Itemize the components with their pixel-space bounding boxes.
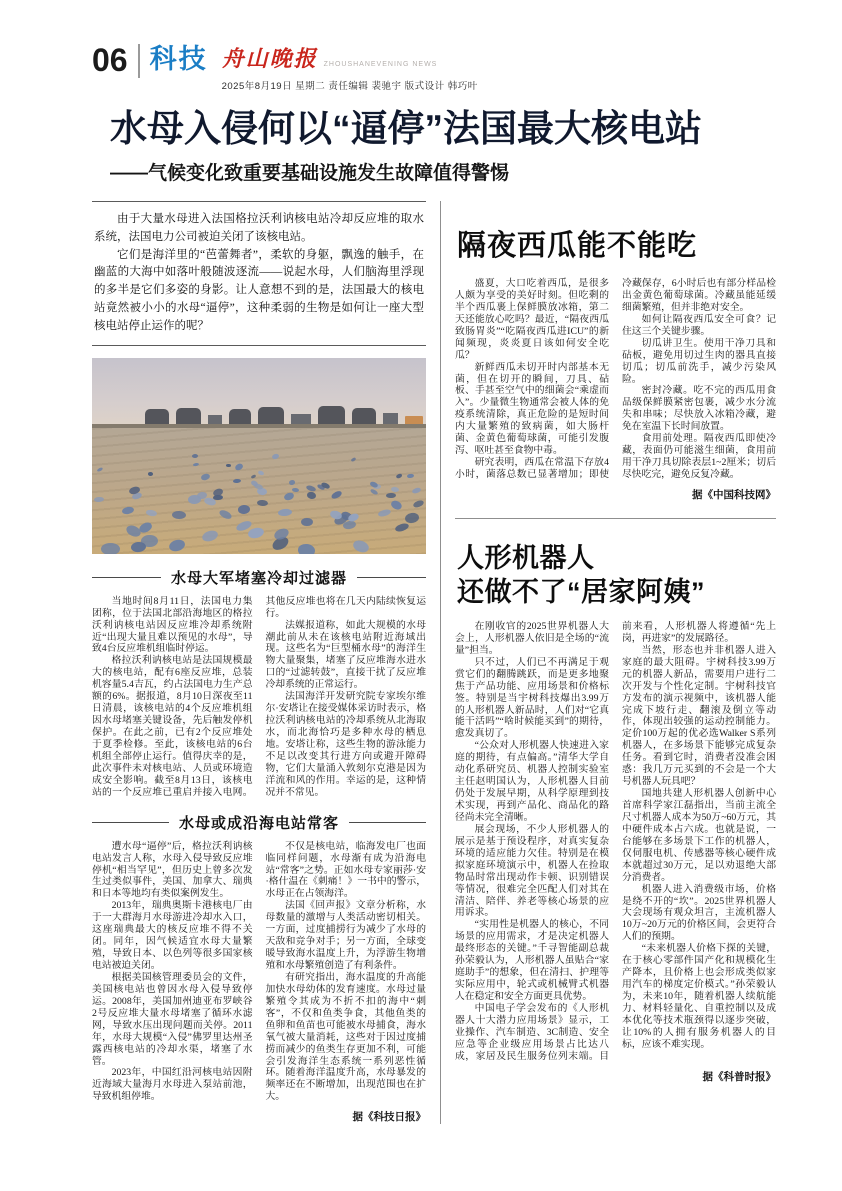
- right-column: [440, 201, 776, 1124]
- jellyfish-blob: [297, 543, 316, 553]
- jellyfish-blob: [138, 520, 154, 534]
- lead-intro: [92, 201, 426, 346]
- jellyfish-blob: [200, 473, 210, 482]
- paragraph: 法国海洋开发研究院专家埃尔维尔·安塔让在接受媒体采访时表示，格拉沃利讷核电站的冷却系统从北海取水，而北海恰巧是多种水母的栖息地。安塔让称，这些生物的游泳能力不足以改变其行进方向或避开障碍物，它们大量涌入敦刻尔克港是因为洋流和风的作用。幸运的是，这种情况并不常见。: [265, 691, 426, 798]
- jellyfish-blob: [330, 490, 342, 500]
- jellyfish-blob: [193, 462, 200, 467]
- paragraph: 有研究指出，海水温度的升高能加快水母幼体的发育速度。水母过量繁殖令其成为不折不扣的海中“刺客”，不仅和鱼类争食，其他鱼类的鱼卵和鱼苗也可能被水母捕食，海水氧气被大量消耗，这些对于因过度捕捞而减少的鱼类生存更加不利，可能会引发海洋生态系统一系列恶性循环。随着海洋温度升高，水母暴发的频率还在不断增加，出现范围也在扩大。: [265, 971, 426, 1103]
- paragraph: 法媒报道称，如此大规模的水母潮此前从未在该核电站附近海域出现。这些名为“巨型桶水母”的海洋生物大量聚集，堵塞了反应堆海水进水口的“过滤转鼓”，直接干扰了反应堆冷却系统的正常运行。: [265, 619, 426, 691]
- paragraph: 机器人进入消费级市场，价格是绕不开的“坎”。2025世界机器人大会现场有观众坦言，主流机器人10万~20万元的价格区间，会更符合人们的预期。: [622, 883, 776, 943]
- jellyfish-blob: [412, 486, 422, 494]
- paragraph: 由于大量水母进入法国格拉沃利讷核电站冷却反应堆的取水系统，法国电力公司被迫关闭了该核电站。: [94, 213, 424, 243]
- paragraph: 2013年，瑞典奥斯卡港核电厂由于一大群海月水母游进冷却水入口，这座瑞典最大的核反应堆不得不关闭。同年，因气候适宜水母大量繁殖，导致日本、以色列等很多国家核电站被迫关闭。: [92, 900, 253, 971]
- jellyfish-blob: [412, 499, 424, 508]
- jellyfish-blob: [390, 499, 403, 511]
- jellyfish-blob: [406, 474, 413, 479]
- watermelon-body: [455, 278, 776, 481]
- jellyfish-blob: [258, 470, 265, 476]
- paragraph: 食用前处理。隔夜西瓜即使冷藏，表面仍可能滋生细菌，食用前用干净刀具切除表层1~2厘米；切后尽快吃完，避免反复冷藏。: [622, 433, 776, 480]
- jellyfish-blob: [283, 492, 295, 502]
- paper-logo-en: ZHOUSHANEVENING NEWS: [323, 61, 438, 68]
- jellyfish-blob: [370, 480, 379, 487]
- nuclear-plant-silhouette: [145, 404, 422, 426]
- paragraph: 格拉沃利讷核电站是法国规模最大的核电站，配有6座反应堆，总装机容量5.4吉瓦，约占法国电力生产总额的6%。据报道，8月10日深夜至11日清晨，该核电站的4个反应堆机组因水母堵塞关键设备，先后触发停机保护。在此之前，已有2个反应堆处于夏季检修。至此，该核电站的6台机组全部停止运行。值得庆幸的是，此次事件未对核电站、人员或环境造成安全影响。截至8月13日，该核电站的一个反应堆已重启并接入电网。其他反应堆也将在几天内陆续恢复运行。: [92, 595, 426, 798]
- jellyfish-blob: [233, 479, 241, 484]
- jellyfish-blob: [391, 486, 400, 492]
- jellyfish-blob: [238, 504, 251, 514]
- paragraph: 2023年，中国红沿河核电站因附近海域大量海月水母进入泵站前池，导致机组停堆。: [92, 1067, 253, 1103]
- jellyfish-blob: [146, 509, 158, 516]
- section-title: 水母大军堵塞冷却过滤器: [171, 569, 348, 587]
- jellyfish-blob: [278, 508, 292, 516]
- jellyfish-blob: [122, 506, 135, 515]
- paragraph: 根据美国核管理委员会的文件，美国核电站也曾因水母入侵导致停运。2008年，美国加州迪亚布罗峡谷2号反应堆大量水母堵塞了循环水滤网，导致水压出现问题而关停。2011年，水母大规模“入侵”佛罗里达州圣露西核电站的冷却水渠，堵塞了水管。: [92, 971, 253, 1067]
- jellyfish-blob: [394, 522, 409, 533]
- jellyfish-blob: [289, 480, 296, 486]
- section-head-frequent: [92, 812, 426, 833]
- jellyfish-blob: [172, 510, 186, 518]
- section-label: 科技: [149, 44, 208, 74]
- photo-beach: [92, 428, 426, 554]
- paragraph: 研究表明，西瓜在常温下存放4小时，菌落总数已显著增加；即使冷藏保存，6小时后也有部分样品检出金黄色葡萄球菌。冷藏虽能延缓细菌繁殖，但并非绝对安全。: [455, 278, 776, 480]
- jellyfish-blob: [292, 487, 300, 492]
- jellyfish-blob: [386, 493, 396, 498]
- robot-title-line2: 还做不了“居家阿姨”: [457, 576, 705, 607]
- paragraph: “实用性是机器人的核心，不同场景的应用需求，才是决定机器人最终形态的关键。”千寻智能副总裁孙荣毅认为，人形机器人虽贴合“家庭助手”的想象，但在清扫、护理等实际应用中，轮式或机械臂式机器人在稳定和安全方面更具优势。: [455, 919, 609, 1002]
- jellyfish-blob: [351, 457, 357, 462]
- page-number: 06: [92, 42, 128, 78]
- jellyfish-blob: [395, 472, 402, 478]
- paragraph: 国地共建人形机器人创新中心首席科学家江磊指出，当前主流全尺寸机器人成本为50万~60万元，其中硬件成本占六成。也就是说，一台能够在多场景下工作的机器人，仅伺服电机、传感器等核心硬件成本就超过30万元，足以劝退绝大部分消费者。: [622, 788, 776, 883]
- paragraph: 密封冷藏。吃不完的西瓜用食品级保鲜膜紧密包裹，减少水分流失和串味；尽快放入冰箱冷藏，避免在室温下长时间放置。: [622, 385, 776, 433]
- jellyfish-blob: [96, 467, 103, 473]
- paragraph: 它们是海洋里的“芭蕾舞者”，柔软的身躯，飘逸的触手，在幽蓝的大海中如落叶般随波逐流——说起水母，人们脑海里浮现的多半是它们多姿的身影。让人意想不到的是，法国最大的核电站竟然被小小的水母“逼停”，这种柔弱的生物是如何让一座大型核电站停止运作的呢？: [94, 248, 424, 332]
- jellyfish-blob: [101, 543, 119, 554]
- section-clog-body: [92, 596, 426, 799]
- jellyfish-blob: [305, 484, 317, 492]
- jellyfish-blob: [94, 497, 104, 503]
- section-title: 水母或成沿海电站常客: [179, 814, 340, 832]
- robot-title: [457, 541, 776, 609]
- jellyfish-blob: [352, 539, 371, 554]
- jellyfish-blob: [188, 494, 201, 504]
- robot-title-line1: 人形机器人: [457, 542, 595, 573]
- paragraph: 新鲜西瓜未切开时内部基本无菌，但在切开的瞬间，刀具、砧板、手甚至空气中的细菌会“乘虚而入”。少量微生物通常会被人体的免疫系统清除，真正危险的是短时间内大量繁殖的致病菌，如大肠杆菌、金黄色葡萄球菌，可能引发腹泻、呕吐甚至食物中毒。: [455, 361, 609, 457]
- jellyfish-blob: [234, 462, 244, 471]
- paragraph: 遭水母“逼停”后，格拉沃利讷核电站发言人称，水母入侵导致反应堆停机“相当罕见”，但历史上曾多次发生过类似事件，美国、加拿大、瑞典和日本等地均有类似案例发生。: [92, 840, 253, 900]
- paragraph: 中国电子学会发布的《人形机器人十大潜力应用场景》显示，工业操作、汽车制造、3C制造、安全应急等企业级应用场景占比达八成，家居及民生服务位列末端。目前来看，人形机器人将遵循“先上岗，再进家”的发展路径。: [455, 620, 776, 1062]
- source-credit: 据《中国科技网》: [692, 489, 776, 501]
- jellyfish-blob: [250, 474, 256, 479]
- jellyfish-blob: [168, 538, 186, 553]
- dateline: 2025年8月19日 星期二 责任编辑 裴驰宇 版式设计 韩巧叶: [221, 81, 478, 92]
- paragraph: 切瓜讲卫生。使用干净刀具和砧板，避免用切过生肉的器具直接切瓜；切瓜前洗手，减少污染风险。: [622, 337, 776, 385]
- article-divider: [455, 518, 776, 519]
- paragraph: 不仅是核电站，临海发电厂也面临同样问题，水母渐有成为沿海电站“常客”之势。正如水母专家丽莎·安·格什温在《刺痛！》一书中的警示，水母正在占领海洋。: [265, 840, 426, 900]
- jellyfish-blob: [301, 518, 313, 526]
- section-frequent-body: [92, 841, 426, 1104]
- lead-subhead: ——气候变化致重要基础设施发生故障值得警惕: [110, 163, 510, 184]
- paragraph: 盛夏，大口吃着西瓜，是很多人颇为享受的美好时刻。但吃剩的半个西瓜裹上保鲜膜放冰箱，第二天还能放心吃吗？最近，“隔夜西瓜致肠胃炎”“吃隔夜西瓜进ICU”的新闻频现，炎炎夏日该如何安全吃瓜？: [455, 278, 609, 361]
- paragraph: 只不过，人们已不再满足于观赏它们的翻腾跳跃，而是更多地聚焦于产品功能、应用场景和价格标签。特别是当宇树科技爆出3.99万的人形机器人新品时，人们对“它真能干活吗”“啥时候能买到”的期待，愈发真切了。: [455, 656, 609, 740]
- paragraph: 法国《回声报》文章分析称，水母数量的激增与人类活动密切相关。一方面，过度捕捞行为减少了水母的天敌和竞争对手；另一方面，全球变暖导致海水温度上升，为浮游生物增殖和水母繁殖创造了有利条件。: [265, 900, 426, 971]
- paragraph: 当然，形态也并非机器人进入家庭的最大阻碍。宇树科技3.99万元的机器人新品，需要用户进行二次开发与个性化定制。宇树科技官方发布的演示视频中，该机器人能完成下坡行走、翻滚及倒立等动作，体现出较强的运动控制能力。定价100万起的优必选Walker S系列机器人，在多场景下能够完成复杂任务。看到它时，消费者没准会困惑：我几万元买到的不会是一个大号机器人玩具吧？: [622, 644, 776, 788]
- paragraph: 当地时间8月11日，法国电力集团称，位于法国北部沿海地区的格拉沃利讷核电站因反应堆冷却系统附近“出现大量且难以预见的水母”，导致4台反应堆机组临时停运。: [92, 595, 253, 655]
- jellyfish-blob: [271, 453, 279, 460]
- paragraph: 在刚收官的2025世界机器人大会上，人形机器人依旧是全场的“流量”担当。: [455, 620, 609, 656]
- paragraph: 展会现场，不少人形机器人的展示是基于预设程序，对真实复杂环境的适应能力欠佳。特别是在模拟家庭环境演示中，机器人在捡取物品时常出现动作卡顿、识别错误等情况，很难完全匹配人们对其在清洁、陪伴、养老等核心场景的应用诉求。: [455, 823, 609, 919]
- watermelon-title: 隔夜西瓜能不能吃: [457, 230, 698, 262]
- jellyfish-blob: [192, 454, 199, 459]
- jellyfish-blob: [213, 494, 223, 500]
- jellyfish-blob: [306, 491, 317, 500]
- jellyfish-blob: [247, 526, 265, 540]
- jellyfish-beach-photo: [92, 358, 426, 554]
- source-credit: 据《科技日报》: [352, 1112, 426, 1124]
- paper-logo: 舟山晚报: [221, 46, 318, 71]
- paragraph: “未来机器人价格下探的关键，在于核心零部件国产化和规模化生产降本，且价格上也会形成类似家用汽车的梯度定价模式。”孙荣毅认为，未来10年，随着机器人续航能力、材料轻量化、自重控制以及成本优化等技术瓶颈得以逐步突破，让10%的人拥有服务机器人的目标，应该不难实现。: [622, 943, 776, 1050]
- source-credit: 据《科普时报》: [702, 1071, 776, 1083]
- jellyfish-blob: [226, 464, 231, 467]
- robot-body: [455, 621, 776, 1063]
- lead-headline: 水母入侵何以“逼停”法国最大核电站: [110, 108, 702, 149]
- jellyfish-blob: [201, 529, 219, 543]
- jellyfish-blob: [377, 509, 391, 519]
- masthead-divider: [138, 44, 140, 78]
- left-column: [92, 201, 440, 1124]
- jellyfish-blob: [148, 472, 154, 476]
- paragraph: 如何让隔夜西瓜安全可食？记住这三个关键步骤。: [622, 313, 776, 337]
- section-head-clog: [92, 567, 426, 588]
- jellyfish-blob: [404, 512, 419, 524]
- jellyfish-blob: [257, 500, 269, 507]
- jellyfish-blob: [218, 508, 233, 520]
- masthead: [92, 42, 776, 94]
- paragraph: “公众对人形机器人快速进入家庭的期待，有点偏高。”清华大学自动化系研究员、机器人控制实验室主任赵明国认为，人形机器人目前仍处于发展早期，从科学原理到技术实现，再到产品化、商品化的路径尚未完全清晰。: [455, 740, 609, 823]
